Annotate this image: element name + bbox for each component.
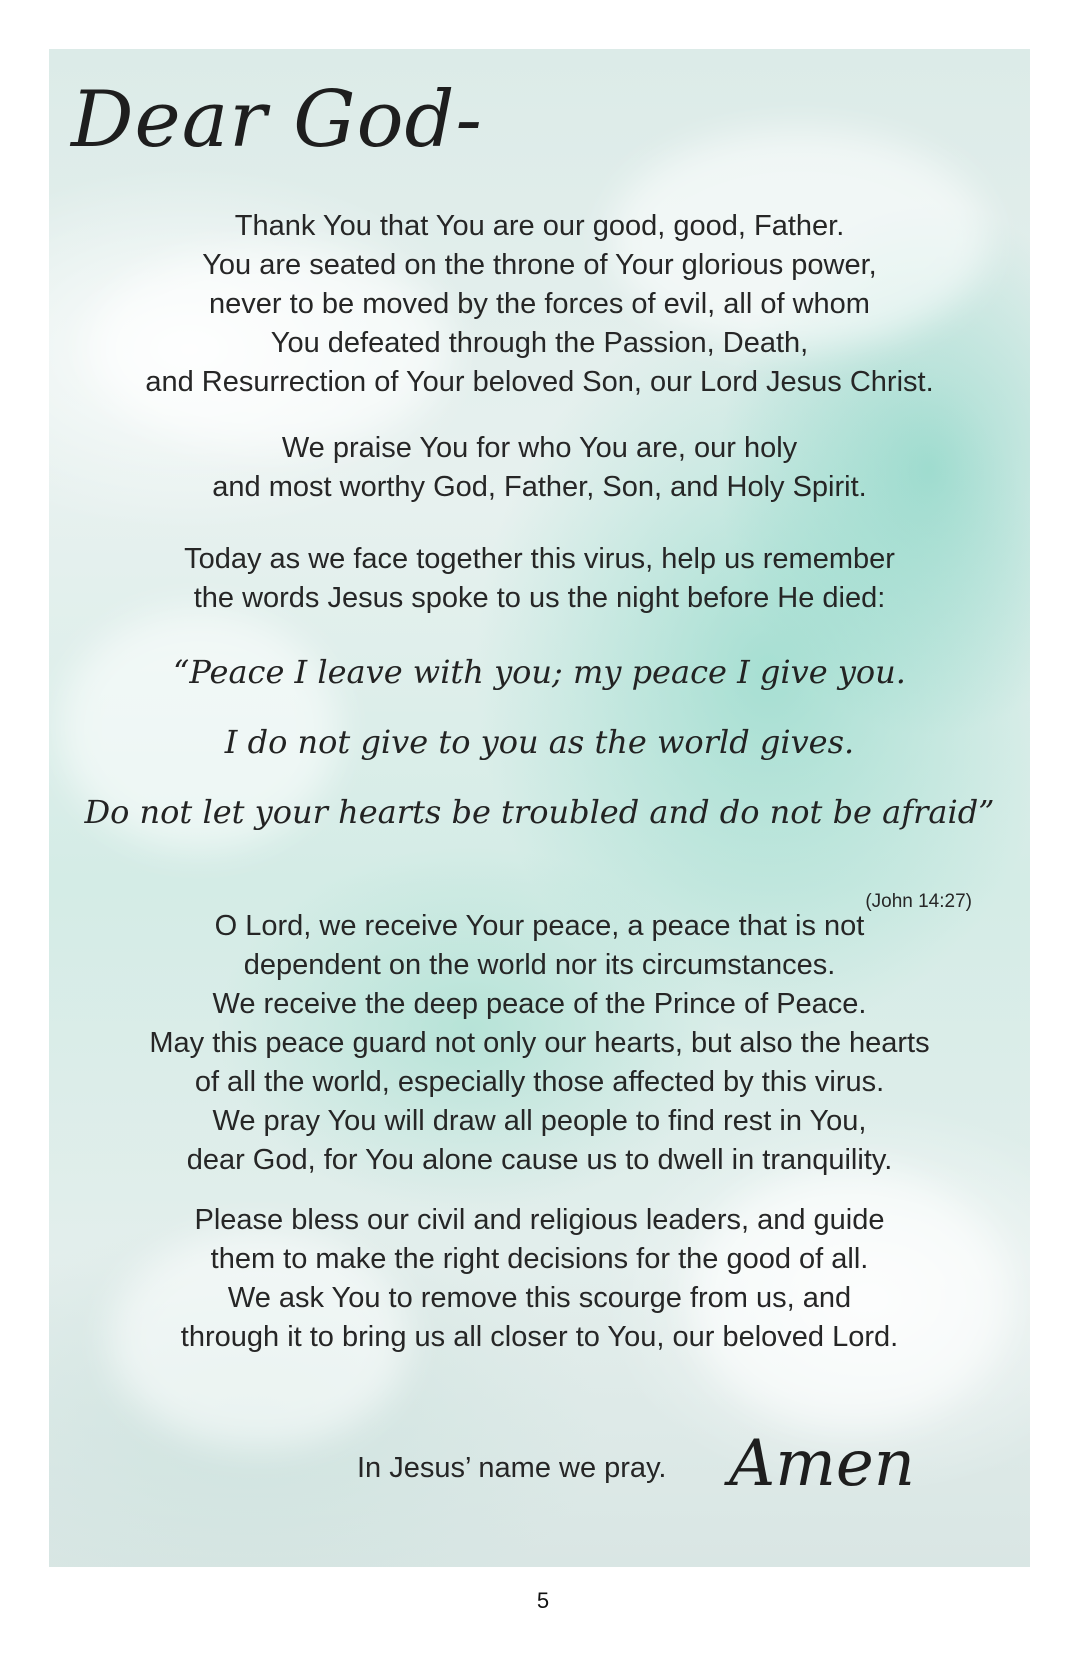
salutation: Dear God- — [71, 75, 483, 165]
paragraph-line: We pray You will draw all people to find rest in You, — [212, 1105, 867, 1137]
closing-line: In Jesus’ name we pray. — [357, 1452, 667, 1484]
paragraph-line: and Resurrection of Your beloved Son, our Lord Jesus Christ. — [145, 366, 934, 398]
paragraph-line: You defeated through the Passion, Death, — [270, 327, 809, 359]
paragraph-line: and most worthy God, Father, Son, and Holy Spirit. — [212, 471, 867, 503]
paragraph-virus — [49, 540, 1030, 618]
quote-citation: (John 14:27) — [865, 891, 972, 912]
paragraph-line: dear God, for You alone cause us to dwell in tranquility. — [186, 1144, 893, 1176]
page-number: 5 — [536, 1588, 550, 1613]
paragraph-line: dependent on the world nor its circumstances. — [243, 949, 836, 981]
paragraph-leaders — [49, 1201, 1030, 1357]
paragraph-line: Please bless our civil and religious leaders, and guide — [194, 1204, 885, 1236]
paragraph-line: through it to bring us all closer to You, our beloved Lord. — [180, 1321, 899, 1353]
paragraph-line: May this peace guard not only our hearts, but also the hearts — [149, 1027, 930, 1059]
paragraph-line: We praise You for who You are, our holy — [281, 432, 798, 464]
paragraph-line: You are seated on the throne of Your glorious power, — [202, 249, 877, 281]
quote-line: “Peace I leave with you; my peace I give you. — [173, 653, 906, 691]
paragraph-line: of all the world, especially those affected by this virus. — [194, 1066, 885, 1098]
paragraph-line: We ask You to remove this scourge from us, and — [227, 1282, 852, 1314]
paragraph-line: them to make the right decisions for the good of all. — [210, 1243, 869, 1275]
paragraph-line: O Lord, we receive Your peace, a peace that is not — [214, 910, 865, 942]
paragraph-line: the words Jesus spoke to us the night before He died: — [193, 582, 886, 614]
paragraph-line: never to be moved by the forces of evil, all of whom — [209, 288, 870, 320]
scripture-quote — [49, 637, 1030, 847]
paragraph-line: We receive the deep peace of the Prince of Peace. — [212, 988, 867, 1020]
paragraph-line: Today as we face together this virus, help us remember — [184, 543, 895, 575]
paragraph-thanksgiving — [49, 207, 1030, 402]
quote-line: Do not let your hearts be troubled and do not be afraid” — [84, 793, 995, 831]
paragraph-line: Thank You that You are our good, good, Father. — [234, 210, 845, 242]
paragraph-praise — [49, 429, 1030, 507]
amen-signature: Amen — [729, 1427, 915, 1501]
paragraph-peace — [49, 907, 1030, 1180]
prayer-card — [49, 49, 1030, 1567]
quote-line: I do not give to you as the world gives. — [224, 723, 855, 761]
